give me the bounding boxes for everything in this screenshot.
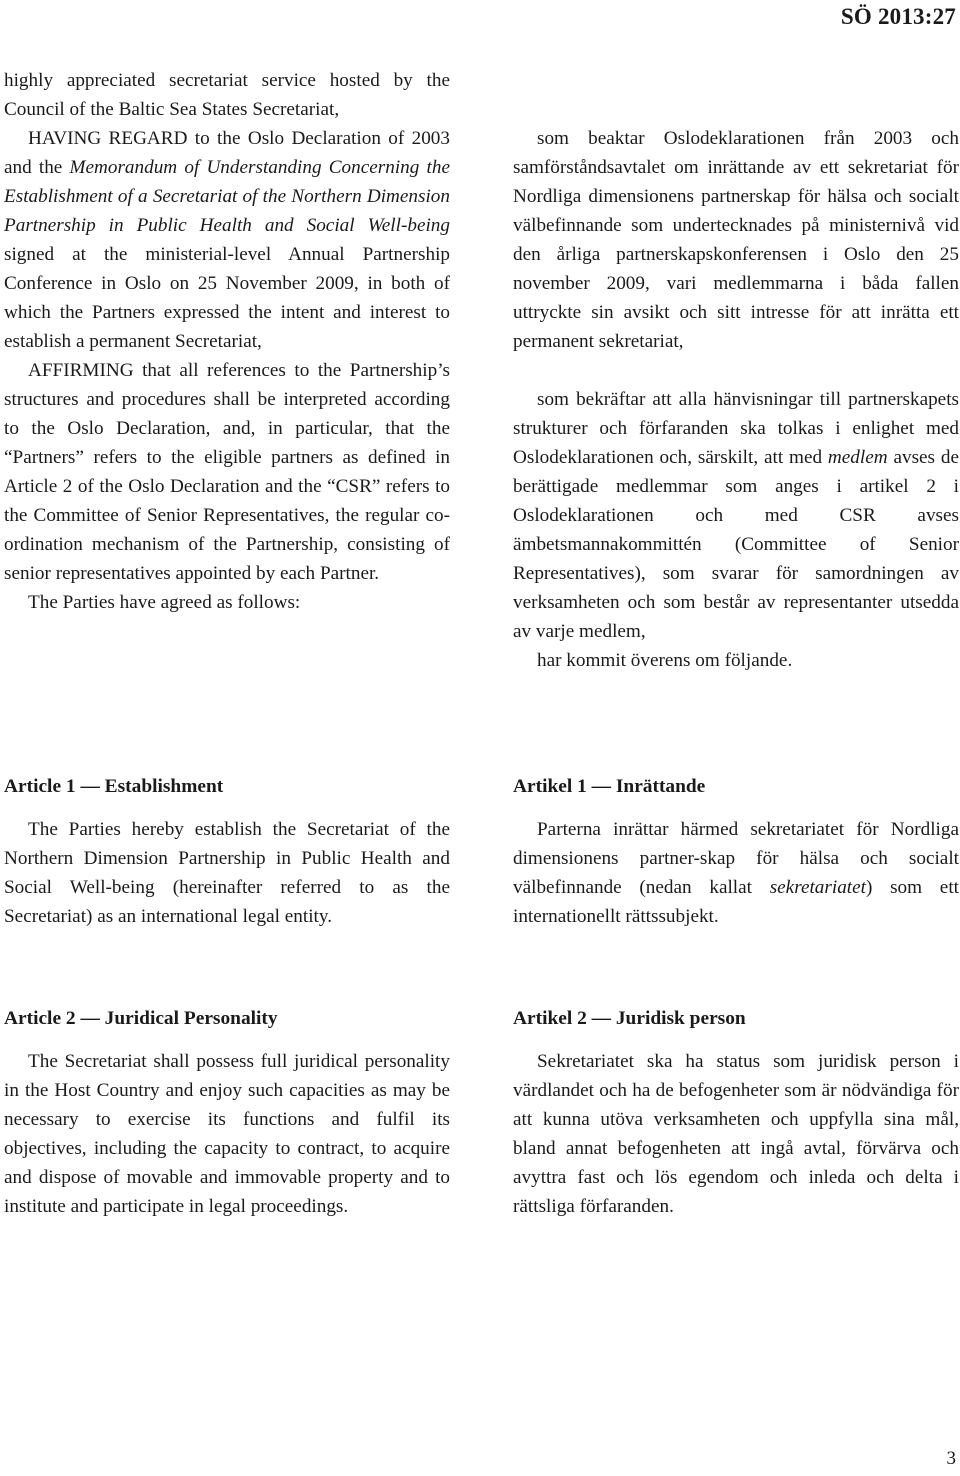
article-2-en-text: The Secretariat shall possess full juridical personality in the Host Country and enjoy such capacities as may be necessary to exercise its functions and fulfil its objectives, including the capacity to contract, to acquire and dispose of movable and immovable property and to institute and participate in legal proceedings. [4,1051,450,1217]
article-2-swedish [513,1004,959,1221]
article-1-sv-text-c: ) som ett internationellt rättssubjekt. [513,877,959,927]
article-1-sv-term: sekretariatet [769,877,866,898]
preamble-sv-paragraph-4: har kommit överens om följande. [537,650,793,671]
article-2-sv-heading: Artikel 2 — Juridisk person [513,1008,746,1029]
preamble-en-paragraph-1: highly appreciated secretariat service hosted by the Council of the Baltic Sea States Secretariat, [4,70,450,120]
article-2-english [4,1004,450,1221]
page-number: 3 [946,1448,956,1469]
preamble-swedish [513,124,959,675]
article-1-english [4,772,450,931]
document-id: SÖ 2013:27 [840,4,956,29]
preamble-sv-paragraph-3 [513,385,959,646]
preamble-en-p2-title: Memorandum of Understanding Concerning the Establishment of a Secretariat of the Northern Dimension Partnership in Public Health and Social Well-being [4,157,450,236]
preamble-english [4,66,450,617]
preamble-sv-p3-text: som bekräftar att alla hänvisningar till partnerskapets strukturer och förfaranden ska tolkas i enlighet med Oslodeklarationen och, särskilt, att med [513,389,959,468]
article-1-en-heading: Article 1 — Establishment [4,776,224,797]
preamble-en-paragraph-2 [4,124,450,356]
article-1-sv-text [513,815,959,931]
preamble-en-paragraph-3: AFFIRMING that all references to the Partnership’s structures and procedures shall be interpreted according to the Oslo Declaration, and, in particular, that the “Partners” refers to the eligible partners as defined in Article 2 of the Oslo Declaration and the “CSR” refers to the Committee of Senior Representatives, the regular co-ordination mechanism of the Partnership, consisting of senior representatives appointed by each Partner. [4,360,450,584]
article-1-sv-heading: Artikel 1 — Inrättande [513,776,706,797]
preamble-sv-p3-text-end: avses de berättigade medlemmar som anges i artikel 2 i Oslodeklarationen och med CSR avses ämbetsmannakommittén (Committee of Senior Representatives), som svarar för samordningen av verksamheten och som består av representanter utsedda av varje medlem, [513,447,959,642]
article-2-en-heading: Article 2 — Juridical Personality [4,1008,278,1029]
preamble-sv-paragraph-1: som beaktar Oslodeklarationen från 2003 och samförståndsavtalet om inrättande av ett sekretariat för Nordliga dimensionens partnerskap för hälsa och socialt välbefinnande som undertecknades på ministernivå vid den årliga partnerskapskonferensen i Oslo den 25 november 2009, vari medlemmarna i båda fallen uttryckte sin avsikt och sitt intresse för att inrätta ett permanent sekretariat, [513,128,959,352]
preamble-en-p2-text-end: signed at the ministerial-level Annual Partnership Conference in Oslo on 25 November 2009, in both of which the Partners expressed the intent and interest to establish a permanent Secretariat, [4,244,450,352]
preamble-sv-p3-term: medlem [827,447,888,468]
preamble-en-paragraph-4: The Parties have agreed as follows: [28,592,301,613]
article-2-sv-text: Sekretariatet ska ha status som juridisk person i värdlandet och ha de befogenheter som är nödvändiga för att kunna utöva verksamheten och uppfylla sina mål, bland annat befogenheten att ingå avtal, förvärva och avyttra fast och lös egendom och inleda och delta i rättsliga förfaranden. [513,1051,959,1217]
preamble-en-p2-text: HAVING REGARD to the Oslo Declaration of 2003 and the [4,128,450,178]
article-1-swedish [513,772,959,931]
article-1-en-text: The Parties hereby establish the Secretariat of the Northern Dimension Partnership in Public Health and Social Well-being (hereinafter referred to as the Secretariat) as an international legal entity. [4,819,450,927]
article-1-sv-text-a: Parterna inrättar härmed sekretariatet för Nordliga dimensionens partner-skap för hälsa och socialt välbefinnande (nedan kallat [513,819,959,898]
